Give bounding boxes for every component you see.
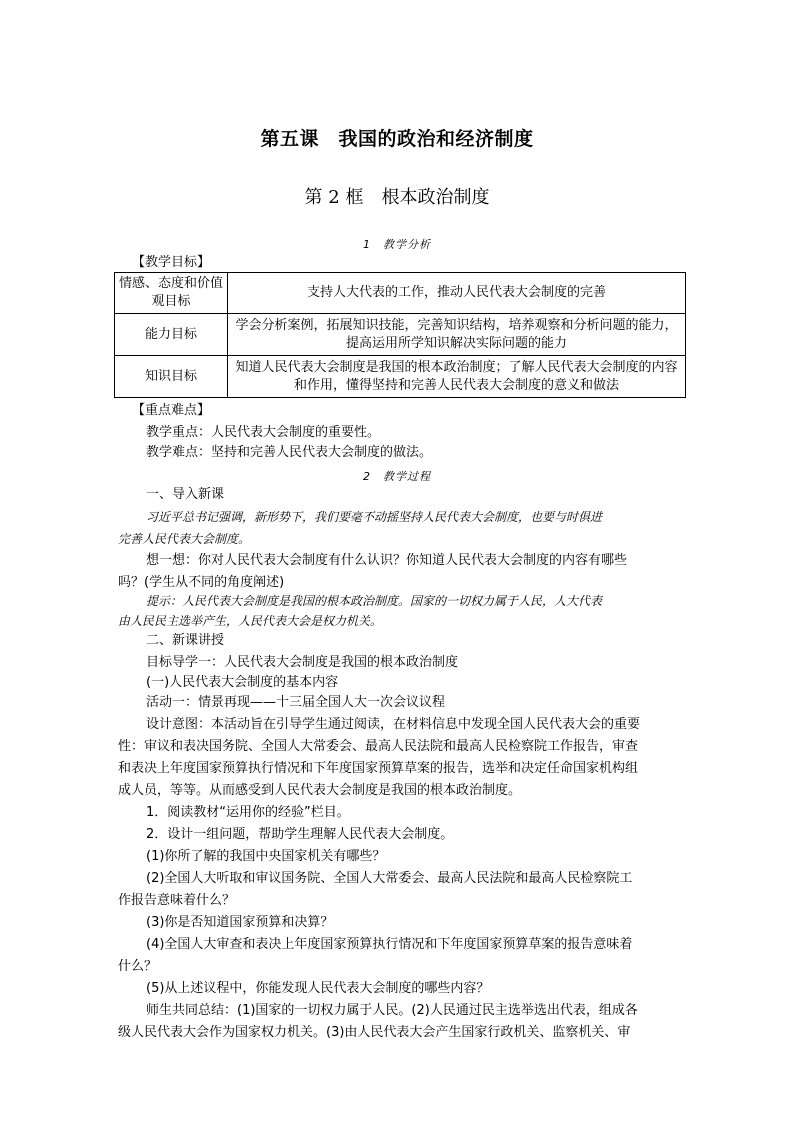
table-cell-content: 支持人大代表的工作，推动人民代表大会制度的完善 [228, 273, 686, 314]
text-line: 2．设计一组问题，帮助学生理解人民代表大会制度。 [146, 827, 454, 842]
table-cell-content: 学会分析案例，拓展知识技能，完善知识结构，培养观察和分析问题的能力，提高运用所学知识解决实际问题的能力 [228, 314, 686, 356]
text-line: (一)人民代表大会制度的基本内容 [146, 675, 339, 690]
text-line: 提示：人民代表大会制度是我国的根本政治制度。国家的一切权力属于人民，人大代表 [146, 594, 603, 608]
text-line: 习近平总书记强调，新形势下，我们要毫不动摇坚持人民代表大会制度，也要与时俱进 [146, 510, 603, 524]
key-label: 【重点难点】 [132, 403, 211, 418]
text-line: 级人民代表大会作为国家权力机关。(3)由人民代表大会产生国家行政机关、监察机关、审 [118, 1025, 631, 1040]
text-line: 由人民民主选举产生，人民代表大会是权力机关。 [118, 614, 383, 628]
table-row [115, 273, 686, 314]
section-subtitle: 第 2 框 根本政治制度 [304, 187, 490, 208]
text-line: 活动一：情景再现——十三届全国人大一次会议议程 [146, 695, 446, 710]
text-line: 一、导入新课 [146, 487, 225, 502]
text-line: 和表决上年度国家预算执行情况和下年度国家预算草案的报告，选举和决定任命国家机构组 [118, 761, 639, 776]
table-cell-label: 知识目标 [115, 356, 228, 398]
text-line: 性：审议和表决国务院、全国人大常委会、最高人民法院和最高人民检察院工作报告，审查 [118, 739, 639, 754]
section-heading-process: 2 教学过程 [363, 470, 431, 483]
table-cell-label: 情感、态度和价值观目标 [115, 273, 228, 314]
text-line: 目标导学一：人民代表大会制度是我国的根本政治制度 [146, 655, 459, 670]
text-line: (1)你所了解的我国中央国家机关有哪些？ [146, 849, 386, 864]
text-line: (3)你是否知道国家预算和决算？ [146, 915, 334, 930]
section-heading-analysis: 1 教学分析 [363, 238, 431, 251]
text-line: 想一想：你对人民代表大会制度有什么认识？你知道人民代表大会制度的内容有哪些 [146, 553, 628, 568]
text-line: 完善人民代表大会制度。 [118, 532, 251, 546]
key-point: 教学重点：人民代表大会制度的重要性。 [146, 425, 381, 440]
text-line: 1．阅读教材“运用你的经验”栏目。 [146, 805, 350, 820]
table-cell-label: 能力目标 [115, 314, 228, 356]
difficult-point: 教学难点：坚持和完善人民代表大会制度的做法。 [146, 445, 433, 460]
objectives-table [114, 272, 686, 398]
table-row [115, 314, 686, 356]
text-line: (4)全国人大审查和表决上年度国家预算执行情况和下年度国家预算草案的报告意味着 [146, 937, 633, 952]
lesson-title: 第五课 我国的政治和经济制度 [260, 128, 534, 150]
text-line: 二、新课讲授 [146, 633, 225, 648]
text-line: 师生共同总结：(1)国家的一切权力属于人民。(2)人民通过民主选举选出代表，组成各 [146, 1003, 638, 1018]
table-cell-content: 知道人民代表大会制度是我国的根本政治制度；了解人民代表大会制度的内容和作用，懂得坚持和完善人民代表大会制度的意义和做法 [228, 356, 686, 398]
table-row [115, 356, 686, 398]
text-line: 作报告意味着什么？ [118, 893, 236, 908]
goals-label: 【教学目标】 [132, 255, 211, 270]
text-line: 设计意图：本活动旨在引导学生通过阅读，在材料信息中发现全国人民代表大会的重要 [146, 717, 641, 732]
text-line: 什么？ [118, 959, 158, 974]
text-line: (2)全国人大听取和审议国务院、全国人大常委会、最高人民法院和最高人民检察院工 [146, 871, 633, 886]
text-line: 成人员，等等。从而感受到人民代表大会制度是我国的根本政治制度。 [118, 783, 522, 798]
text-line: (5)从上述议程中，你能发现人民代表大会制度的哪些内容？ [146, 981, 490, 996]
text-line: 吗？(学生从不同的角度阐述) [118, 575, 285, 590]
